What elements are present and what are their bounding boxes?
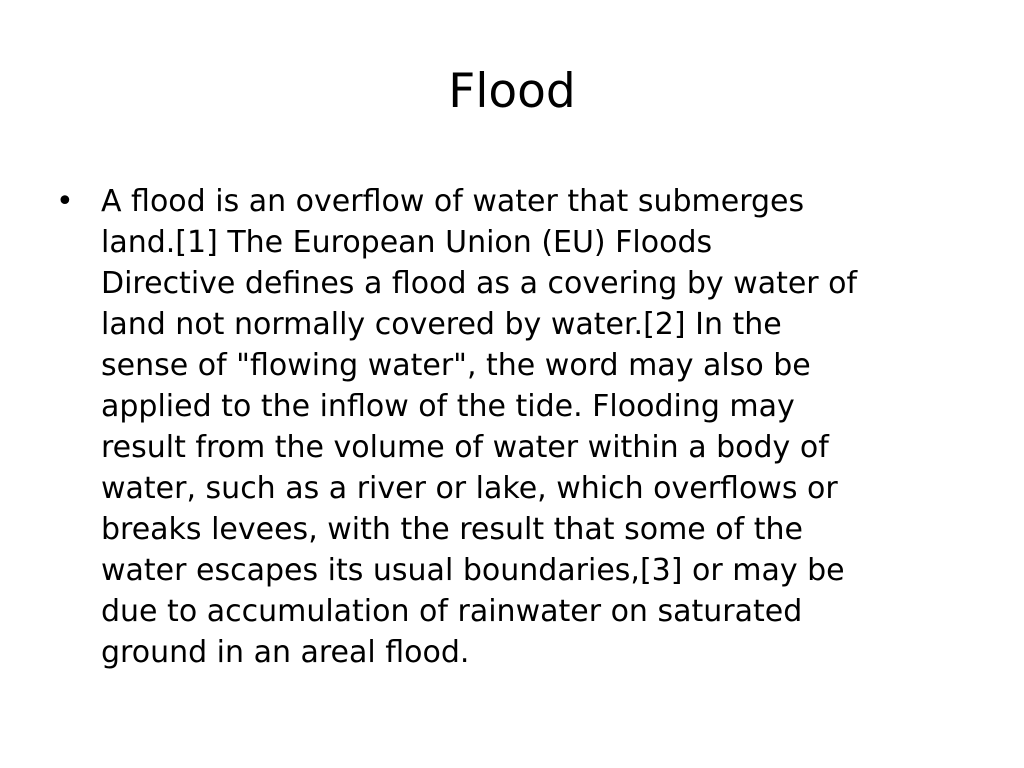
bullet-text-line: land.[1] The European Union (EU) Floods bbox=[101, 225, 713, 260]
bullet-text-line: water, such as a river or lake, which overflows or bbox=[101, 471, 838, 506]
bullet-text-line: sense of "flowing water", the word may also be bbox=[101, 348, 811, 383]
bullet-text-line: due to accumulation of rainwater on saturated bbox=[101, 594, 803, 629]
bullet-text-line: water escapes its usual boundaries,[3] or may be bbox=[101, 553, 845, 588]
slide-title: Flood bbox=[448, 64, 576, 119]
bullet-text-line: A flood is an overflow of water that submerges bbox=[101, 184, 805, 219]
bullet-text-line: ground in an areal flood. bbox=[101, 635, 470, 670]
bullet-text-line: result from the volume of water within a body of bbox=[101, 430, 829, 465]
bullet-text-line: applied to the inflow of the tide. Flooding may bbox=[101, 389, 795, 424]
bullet-icon: • bbox=[56, 184, 74, 219]
bullet-item bbox=[56, 181, 968, 673]
bullet-text-line: land not normally covered by water.[2] In the bbox=[101, 307, 782, 342]
bullet-text-line: Directive defines a flood as a covering by water of bbox=[101, 266, 858, 301]
bullet-list bbox=[56, 181, 968, 673]
bullet-text-line: breaks levees, with the result that some of the bbox=[101, 512, 803, 547]
